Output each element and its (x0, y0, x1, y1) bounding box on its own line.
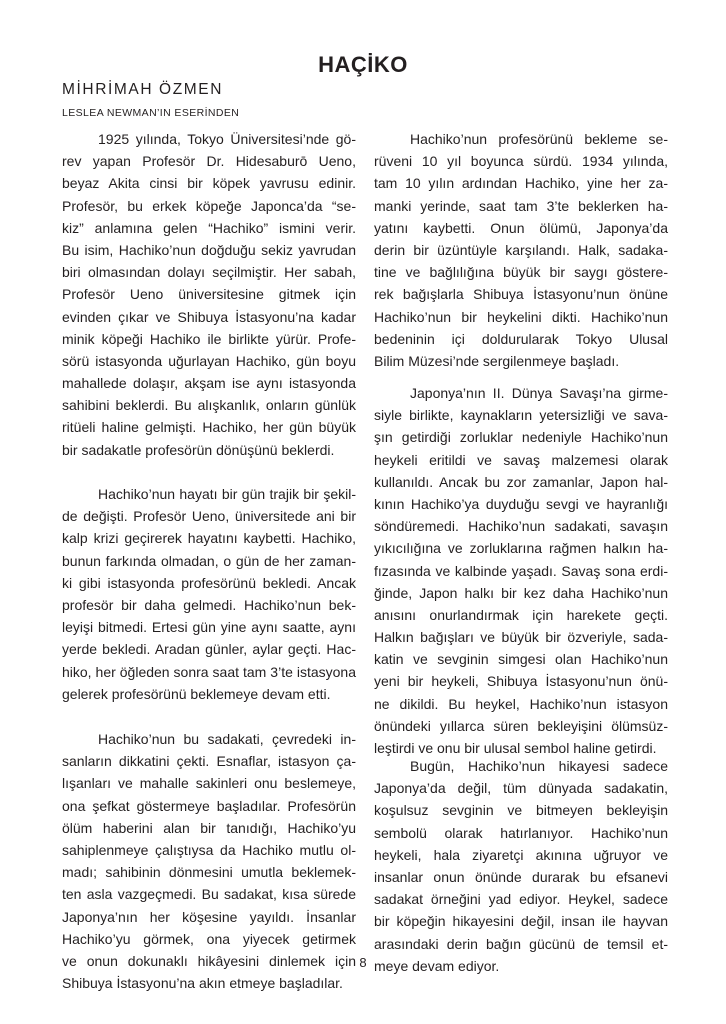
text-line: ne dikildi. Bu heykel, Hachiko’nun istasyon (374, 695, 668, 712)
text-line: sahibini beklerdi. Bu alışkanlık, onların günlük (62, 397, 356, 414)
text-line: sembolü olarak hatırlanıyor. Hachiko’nun (374, 824, 668, 841)
text-line: profesör bir daha gelmedi. Hachiko’nun bek- (62, 596, 356, 613)
text-line: fızasında ve kalbinde yaşadı. Savaş sona erdi- (374, 562, 668, 579)
text-line: gelerek profesörünü beklemeye devam etti. (62, 685, 331, 702)
text-line: kiz” anlamına gelen “Hachiko” ismini verir. (62, 219, 356, 236)
text-line: sörü istasyonda uğurlayan Hachiko, gün boyu (62, 352, 356, 369)
text-line: Japonya’da değil, tüm dünyada sadakatin, (374, 780, 668, 797)
page-number: 8 (359, 955, 367, 970)
text-line: söndüremedi. Hachiko’nun sadakati, savaşın (374, 518, 668, 535)
text-line: tine ve bağlılığına büyük bir saygı göstere- (374, 264, 668, 281)
text-line: derin bir üzüntüyle karşılandı. Halk, sadaka- (374, 241, 668, 258)
text-line: heykeli, hala ziyaretçi akınına uğruyor ve (374, 846, 668, 863)
text-line: Halkın bağışları ve büyük bir özveriyle, sada- (374, 629, 668, 646)
text-line: Japonya’nın II. Dünya Savaşı’na girme- (410, 385, 668, 401)
text-line: koşulsuz sevginin ve bitmeyen bekleyişin (374, 802, 668, 819)
text-line: kalp krizi geçirerek hayatını kaybetti. Hachiko, (62, 530, 356, 547)
paragraph (62, 128, 356, 461)
article-title: HAÇİKO (318, 52, 408, 77)
source-credit: LESLEA NEWMAN’IN ESERİNDEN (62, 107, 240, 119)
text-line: ritüeli haline gelmişti. Hachiko, her gün büyük (62, 419, 356, 436)
text-line: Shibuya İstasyonu’na akın etmeye başladılar. (62, 975, 343, 992)
text-line: rek bağışlarla Shibuya İstasyonu’nun önüne (374, 286, 668, 303)
text-line: hiko, her öğleden sonra saat tam 3’te istasyona (62, 663, 356, 680)
author-name: MİHRİMAH ÖZMEN (62, 81, 224, 98)
text-line: kullanıldı. Ancak bu zor zamanlar, Japon hal- (374, 473, 668, 490)
text-line: Hachiko’nun hayatı bir gün trajik bir şekil- (98, 486, 356, 502)
text-line: beyaz Akita cinsi bir köpek yavrusu edinir. (62, 175, 356, 192)
text-line: kının Hachiko’ya duyduğu sevgi ve hayranlığı (374, 495, 668, 512)
text-line: sanların dikkatini çekti. Esnaflar, istasyon ça- (62, 753, 356, 770)
text-line: önündeki yıllarca süren bekleyişini ölümsüz- (374, 717, 668, 734)
text-line: meye devam ediyor. (374, 957, 500, 974)
text-line: siyle birlikte, kaynakların yetersizliği ve sava- (374, 407, 668, 424)
text-line: tam 10 yılın ardından Hachiko, yine her za- (374, 175, 668, 192)
text-line: evinden çıkar ve Shibuya İstasyonu’na kadar (62, 308, 356, 325)
text-line: bir sadakatle profesörün dönüşünü beklerdi. (62, 441, 335, 458)
text-line: anısını onurlandırmak için harekete geçti. (374, 606, 668, 623)
text-line: 1925 yılında, Tokyo Üniversitesi’nde gö- (98, 131, 356, 147)
text-line: Bilim Müzesi’nde sergilenmeye başladı. (374, 352, 620, 369)
text-line: lışanları ve mahalle sakinleri onu beslemeye, (62, 775, 356, 792)
text-line: katin ve sevginin simgesi olan Hachiko’nun (374, 651, 668, 668)
text-line: arasındaki derin bağın gücünü de temsil et- (374, 935, 668, 952)
paragraph (374, 382, 668, 759)
text-line: yerde bekledi. Aradan günler, aylar geçti. Hac- (62, 641, 356, 658)
text-line: ten asla vazgeçmedi. Bu sadakat, kısa sürede (62, 886, 356, 903)
text-line: ölüm haberini alan bir tanıdığı, Hachiko’yu (62, 819, 356, 836)
text-line: Japonya’nın her köşesine yayıldı. İnsanlar (62, 908, 356, 925)
text-line: Bugün, Hachiko’nun hikayesi sadece (410, 758, 668, 774)
text-line: Hachiko’nun profesörünü bekleme se- (410, 131, 668, 147)
text-line: rev yapan Profesör Dr. Hidesaburō Ueno, (62, 153, 356, 170)
text-line: yatını kaybetti. Onun ölümü, Japonya’da (374, 219, 668, 236)
text-line: minik köpeği Hachiko ile birlikte yürür. Profe- (62, 330, 356, 347)
text-line: mahallede dolaşır, akşam ise aynı istasyonda (62, 375, 356, 392)
text-line: manki yerinde, saat tam 3’te beklerken ha- (374, 197, 668, 214)
text-line: bedeninin içi doldurularak Tokyo Ulusal (374, 330, 668, 347)
text-line: ki gibi istasyonda profesörünü bekledi. Ancak (62, 574, 356, 591)
text-line: şın getirdiği zorluklar nedeniyle Hachiko’nun (374, 429, 668, 446)
paragraph (374, 755, 668, 977)
text-line: leyişi bitmedi. Ertesi gün yine aynı saatte, aynı (62, 619, 356, 636)
text-line: ğinde, Japon halkı bir kez daha Hachiko’nun (374, 584, 668, 601)
text-line: yeni bir heykeli, Shibuya İstasyonu’nun önü- (374, 673, 668, 690)
text-line: biri olmasından dolayı seçilmiştir. Her sabah, (62, 264, 356, 281)
text-line: ona şefkat göstermeye başladılar. Profesörün (62, 797, 356, 814)
text-line: bir köpeğin hikayesini değil, insan ile hayvan (374, 913, 668, 930)
text-line: sahiplenmeye çalıştıysa da Hachiko mutlu ol- (62, 841, 356, 858)
text-line: bunun farkında olmadan, o gün de her zaman- (62, 552, 356, 569)
paragraph (374, 128, 668, 372)
text-line: madı; sahibinin dönmesini umutla beklemek- (62, 864, 356, 881)
text-line: Hachiko’nun bir heykelini dikti. Hachiko’nun (374, 308, 668, 325)
text-line: sadakat örneğini yad ediyor. Heykel, sadece (374, 891, 668, 908)
text-line: Hachiko’nun bu sadakati, çevredeki in- (98, 731, 356, 747)
text-line: rüveni 10 yıl boyunca sürdü. 1934 yılında, (374, 153, 668, 170)
text-line: Profesör, bu erkek köpeğe Japonca’da “se- (62, 197, 356, 214)
text-line: yıkıcılığına ve zorluklarına rağmen halkın ha- (374, 540, 668, 557)
text-line: de değişti. Profesör Ueno, üniversitede ani bir (62, 508, 356, 525)
text-line: Bu isim, Hachiko’nun doğduğu sekiz yavrudan (62, 241, 356, 258)
text-line: insanlar onun önünde durarak bu efsanevi (374, 868, 668, 885)
text-line: heykeli eritildi ve savaş malzemesi olarak (374, 451, 668, 468)
text-line: Hachiko’yu görmek, ona yiyecek getirmek (62, 930, 356, 947)
text-line: leştirdi ve onu bir ulusal sembol haline getirdi. (374, 740, 657, 756)
paragraph (62, 483, 356, 705)
text-line: ve onun dokunaklı hikâyesini dinlemek için (62, 952, 356, 969)
text-line: Profesör Ueno üniversitesine gitmek için (62, 286, 356, 303)
